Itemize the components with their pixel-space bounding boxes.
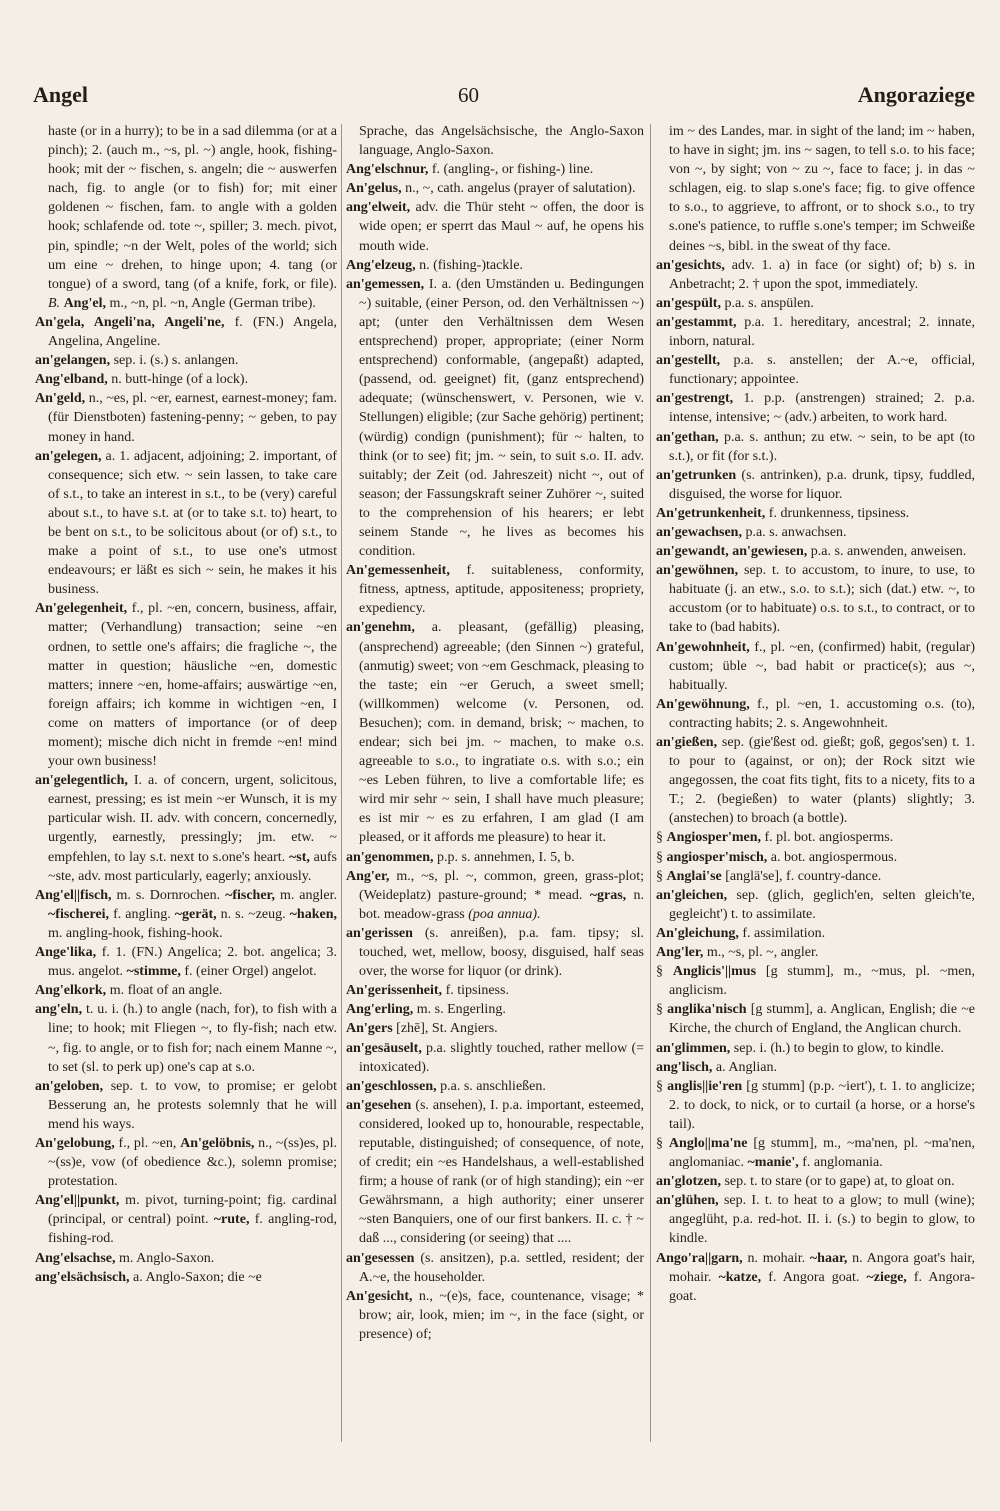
headword: Ang'el||fisch,	[35, 887, 112, 903]
dictionary-entry	[346, 561, 644, 618]
entry-text: sep. (glich, geglich'en, selten gleich'te, gegleicht') t. to assimilate.	[669, 887, 975, 922]
entry-text: sep. t. to stare (or to gape) at, to gloat on.	[720, 1174, 955, 1190]
headword: An'gela, Angeli'na, Angeli'ne,	[35, 314, 225, 330]
dictionary-entry	[656, 943, 975, 962]
headword: an'gleichen,	[656, 887, 728, 903]
headword: Ang'el,	[63, 295, 106, 311]
column-1	[35, 122, 337, 1287]
dictionary-entry	[656, 1077, 975, 1134]
entry-text: m. s. Dornrochen.	[111, 887, 226, 903]
headword: an'gelegen,	[35, 448, 102, 464]
headword: An'gleichung,	[656, 925, 739, 941]
dictionary-entry	[656, 1039, 975, 1058]
entry-text: I. a. (den Umständen u. Bedingungen ~) suitable, (einer Person, od. den Verhältnissen ~) apt; (unter den Verhältnissen dem Wesen entsprechend) proper, appropriate; (einer Norm entsprechend) conformable, (angepaßt) adapted, (passend, od. geeignet) fit, (ganz entsprechend) adequate; (wünschenswert, v. Personen, wie v. Stellungen) eligible; (zur Sache gehörig) pertinent; (würdig) condign (punishment); für ~ halten, to think (or to see) fit; jm. ~ sein, to suit s.o. II. adv. suitably; der Zeit (od. Jahreszeit) nicht ~, out of season; der Fassungskraft seiner Zuhörer ~, suited to the comprehension of his hearers; er lebt seinem Stande ~, he lives as becomes his condition.	[359, 276, 644, 560]
headword: ~manie',	[747, 1155, 799, 1171]
continued-entry	[35, 122, 337, 313]
dictionary-entry	[656, 294, 975, 313]
entry-text: n. mohair.	[742, 1250, 810, 1266]
entry-text: §	[656, 1002, 668, 1018]
headword: An'gerissenheit,	[346, 983, 443, 999]
dictionary-entry	[656, 733, 975, 828]
entry-text: a. pleasant, (gefällig) pleasing, (ansprechend) agreeable; (den Sinnen ~) grateful, (anmutig) sweet; von ~em Geschmack, pleasing to the taste; ein ~er Geruch, a sweet smell; (willkommen) welcome (v. Personen, od. Besuchen); com. in demand, brisk; ~ machen, to endear; sich bei jm. ~ machen, to make o.s. agreeable to s.o., to ingratiate o.s. with s.o.; ein ~es Leben führen, to live a comfortable life; es wird mir sehr ~ sein, I shall have much pleasure; es ist mir ~ es zu erfahren, I am glad (I am pleased, or it affords me pleasure) to hear it.	[359, 620, 644, 846]
entry-text: adv. die Thür steht ~ offen, the door is wide open; er sperrt das Maul ~ auf, he opens his mouth wide.	[359, 200, 644, 254]
headword: ~katze,	[718, 1269, 762, 1285]
entry-text: (s. antrinken), p.a. drunk, tipsy, fuddled, disguised, the worse for liquor.	[669, 467, 975, 502]
headword: Ang'elsachse,	[35, 1250, 116, 1266]
entry-text: p.a. s. anschließen.	[436, 1078, 546, 1094]
headword: An'gemessenheit,	[346, 563, 450, 579]
entry-text: f. assimilation.	[738, 925, 826, 941]
headword: ~haar,	[809, 1250, 848, 1266]
headword: Anglicis'||mus	[672, 964, 757, 980]
dictionary-entry	[346, 1019, 644, 1038]
dictionary-entry	[346, 179, 644, 198]
headword: an'gestrengt,	[656, 391, 734, 407]
headword: An'getrunkenheit,	[656, 505, 766, 521]
headword: an'gelangen,	[35, 353, 111, 369]
entry-text: f. angling-rod, fishing-rod.	[48, 1212, 338, 1247]
dictionary-entry	[35, 447, 337, 600]
headword: Ang'er,	[346, 868, 390, 884]
italic-text: B.	[48, 295, 61, 311]
entry-text: sep. t. to vow, to promise; er gelobt Besserung an, he protests solemnly that he will mend his ways.	[48, 1078, 337, 1132]
dictionary-entry	[35, 981, 337, 1000]
headword: Ango'ra||garn,	[656, 1250, 743, 1266]
headword: Ang'el||punkt,	[35, 1193, 120, 1209]
entry-text: sep. t. to accustom, to inure, to use, to habituate (j. an etw., s.o. to s.t.); sich (dat.) etw. ~, to accustom (or to habituate) o.s. to s.t., to contract, or to take to (bad habits).	[669, 563, 975, 636]
column-3	[656, 122, 975, 1306]
headword: Ang'erling,	[346, 1002, 414, 1018]
headword: ~fischerei,	[48, 906, 110, 922]
entry-text: m. angler.	[275, 887, 337, 903]
entry-text: [zhē], St. Angiers.	[392, 1021, 498, 1037]
entry-text: f. drunkenness, tipsiness.	[765, 505, 910, 521]
dictionary-entry	[656, 1134, 975, 1172]
headword: an'gerissen	[346, 925, 413, 941]
entry-text: n. (fishing-)tackle.	[415, 257, 523, 273]
headword: Ange'lika,	[35, 945, 97, 961]
headword: an'gewöhnen,	[656, 563, 739, 579]
headword: an'gesichts,	[656, 257, 725, 273]
headword: ang'elsächsisch,	[35, 1269, 130, 1285]
dictionary-entry	[35, 1077, 337, 1134]
headword: An'geld,	[35, 391, 86, 407]
entry-text: n. s. ~zeug.	[216, 906, 290, 922]
dictionary-entry	[656, 389, 975, 427]
dictionary-entry	[346, 1000, 644, 1019]
dictionary-entry	[656, 1191, 975, 1248]
dictionary-entry	[35, 1268, 337, 1287]
dictionary-entry	[656, 695, 975, 733]
entry-text: §	[656, 830, 667, 846]
entry-text: §	[656, 964, 673, 980]
entry-text: a. Anglian.	[712, 1059, 777, 1075]
dictionary-entry	[656, 848, 975, 867]
headword: anglis||ie'ren	[667, 1078, 743, 1094]
dictionary-entry	[656, 351, 975, 389]
left-guide-word: Angel	[33, 82, 88, 107]
column-divider	[341, 124, 342, 1442]
headword: An'gelegenheit,	[35, 601, 128, 617]
headword: an'genommen,	[346, 849, 434, 865]
entry-text: f. pl. bot. angiosperms.	[761, 830, 894, 846]
entry-text: p.p. s. annehmen, I. 5, b.	[433, 849, 575, 865]
headword: anglika'nisch	[667, 1002, 747, 1018]
headword: An'gers	[346, 1021, 393, 1037]
right-guide-word: Angoraziege	[857, 82, 975, 107]
entry-text: f. suitableness, conformity, fitness, aptness, aptitude, appositeness; propriety, expediency.	[359, 563, 644, 617]
entry-text: p.a. s. anspülen.	[720, 295, 814, 311]
headword: ~fischer,	[225, 887, 275, 903]
headword: an'gewandt, an'gewiesen,	[656, 544, 808, 560]
entry-text: m. Anglo-Saxon.	[115, 1250, 215, 1266]
headword: ~gras,	[589, 887, 627, 903]
entry-text: 1. p.p. (anstrengen) strained; 2. p.a. intense, intensive; ~ (adv.) arbeiten, to work hard.	[669, 391, 975, 426]
entry-text: m. angling-hook, fishing-hook.	[48, 925, 223, 941]
entry-text: m., ~n, pl. ~n, Angle (German tribe).	[105, 295, 316, 311]
headword: an'gelegentlich,	[35, 773, 128, 789]
dictionary-entry	[656, 1172, 975, 1191]
entry-text: f. Angora-goat.	[669, 1269, 975, 1304]
continued-entry	[346, 122, 644, 160]
headword: ~ziege,	[866, 1269, 907, 1285]
headword: Angiosper'men,	[666, 830, 761, 846]
entry-text: f. (angling-, or fishing-) line.	[428, 162, 594, 178]
headword: an'geschlossen,	[346, 1078, 437, 1094]
headword: an'gemessen,	[346, 276, 425, 292]
entry-text: t. u. i. (h.) to angle (nach, for), to fish with a line; to hook; mit Fliegen ~, to fly-fish; nach etw. ~, fig. to angle, or to fish for; nach einem Manne ~, to set (sl. to perk up) one's cap at s.o.	[48, 1002, 337, 1075]
entry-text: m. float of an angle.	[106, 983, 223, 999]
headword: an'gestammt,	[656, 314, 737, 330]
headword: An'gewohnheit,	[656, 639, 750, 655]
entry-text: m., ~s, pl. ~, angler.	[703, 945, 819, 961]
dictionary-entry	[35, 771, 337, 886]
dictionary-entry	[346, 1039, 644, 1077]
headword: an'gießen,	[656, 735, 718, 750]
dictionary-entry	[656, 1249, 975, 1306]
entry-text: haste (or in a hurry); to be in a sad dilemma (or at a pinch); 2. (auch m., ~s, pl. ~) angle, hook, fishing-hook; mit der ~ fischen, s. angeln; die ~ auswerfen nach, fig. to angle (or to fish) for; mit einer goldenen ~ fischen, fam. to angle with a golden hook; schlafende od. tote ~, spiller; 3. mech. pivot, pin, spindle; ~n der Welt, poles of the world; sich um eine ~ drehen, to hinge upon; 4. tang (or tongue) of a sword, tang (of a knife, fork, or file).	[48, 124, 337, 292]
dictionary-entry	[35, 943, 337, 981]
entry-text: [g stumm], m., ~mus, pl. ~men, anglicism.	[669, 964, 976, 999]
entry-text: I. a. of concern, urgent, solicitous, earnest, pressing; es ist mein ~er Wunsch, it is my particular wish. II. adv. with concern, concernedly, urgently, earnestly, pressingly; jm. etw. ~ empfehlen, to lay s.t. next to s.one's heart.	[48, 773, 337, 865]
headword: Anglai'se	[666, 868, 722, 884]
headword: an'gethan,	[656, 429, 719, 445]
entry-text: n., ~, cath. angelus (prayer of salutation).	[401, 181, 636, 197]
dictionary-entry	[35, 1134, 337, 1191]
entry-text: [anglä'se], f. country-dance.	[721, 868, 882, 884]
dictionary-entry	[346, 867, 644, 924]
dictionary-entry	[35, 389, 337, 446]
entry-text: aufs ~ste, adv. most particularly, eagerly; anxiously.	[48, 849, 337, 884]
headword: ang'eln,	[35, 1002, 83, 1018]
dictionary-entry	[656, 962, 975, 1000]
dictionary-entry	[346, 1249, 644, 1287]
dictionary-entry	[35, 370, 337, 389]
dictionary-entry	[656, 542, 975, 561]
entry-text: (s. anreißen), p.a. fam. tipsy; sl. touched, wet, mellow, boosy, disguised, half seas over, the worse for liquor (or drink).	[359, 925, 644, 980]
headword: ~stimme,	[126, 964, 181, 980]
dictionary-entry	[35, 886, 337, 943]
dictionary-entry	[35, 599, 337, 771]
headword: an'genehm,	[346, 620, 415, 636]
entry-text: m. s. Engerling.	[413, 1002, 506, 1018]
dictionary-entry	[35, 1249, 337, 1268]
entry-text: f. 1. (FN.) Angelica; 2. bot. angelica; 3. mus. angelot.	[48, 945, 337, 980]
continued-entry	[656, 122, 975, 256]
entry-text: sep. i. (h.) to begin to glow, to kindle.	[730, 1040, 945, 1056]
entry-text: [g stumm], a. Anglican, English; die ~e Kirche, the church of England, the Anglican church.	[669, 1002, 975, 1037]
dictionary-entry	[656, 256, 975, 294]
headword: an'getrunken	[656, 467, 737, 483]
entry-text: a. 1. adjacent, adjoining; 2. important, of consequence; sich etw. ~ sein lassen, to take care of s.t., to take an interest in s.t., to be (very) careful about s.t., to have s.t. at (or to take s.t. to) heart, to be bent on s.t., to be solicitous about (or of) s.t., to make a point of s.t., to use one's utmost endeavours; er läßt es sich ~ sein, he makes it his business.	[48, 448, 337, 598]
dictionary-entry	[656, 428, 975, 466]
headword: Ang'ler,	[656, 945, 704, 961]
headword: an'gesehen	[346, 1097, 412, 1113]
entry-text: p.a. s. anwachsen.	[741, 524, 847, 540]
entry-text: f. tipsiness.	[442, 983, 509, 999]
entry-text: (s. ansehen), I. p.a. important, esteemed, considered, looked up to, honourable, respectable, reputable, distinguished; of consequence, of note, of credit; ein ~es Handelshaus, a well-established firm; a house of rank (or of high standing); ein ~er Gewährsmann, a high authority; einer unserer ~sten Banquiers, one of our first bankers. II. c. † ~ daß ..., considering (or seeing) that ....	[359, 1097, 644, 1247]
headword: an'geloben,	[35, 1078, 104, 1094]
dictionary-entry	[656, 466, 975, 504]
entry-text: [g stumm] (p.p. ~iert'), t. 1. to anglicize; 2. to dock, to nick, or to curtail (a horse, or a horse's tail).	[669, 1078, 975, 1132]
dictionary-entry	[346, 924, 644, 981]
headword: ~gerät,	[174, 906, 217, 922]
entry-text: f. angling.	[109, 906, 175, 922]
headword: Ang'elschnur,	[346, 162, 429, 178]
dictionary-entry	[35, 313, 337, 351]
headword: ~st,	[288, 849, 310, 865]
dictionary-entry	[656, 561, 975, 637]
headword: Ang'elband,	[35, 372, 108, 388]
column-divider	[650, 124, 651, 1442]
entry-text: p.a. s. anstellen; der A.~e, official, functionary; appointee.	[669, 353, 975, 388]
dictionary-entry	[346, 256, 644, 275]
dictionary-entry	[346, 1077, 644, 1096]
dictionary-entry	[656, 313, 975, 351]
dictionary-entry	[35, 1191, 337, 1248]
entry-text: §	[656, 1078, 668, 1094]
entry-text: sep. i. (s.) s. anlangen.	[110, 353, 239, 369]
entry-text: p.a. slightly touched, rather mellow (= intoxicated).	[359, 1040, 644, 1075]
entry-text: p.a. s. anwenden, anweisen.	[807, 544, 967, 560]
entry-text: f., pl. ~en, (confirmed) habit, (regular) custom; üble ~, bad habit or practice(s); aus ~, habitually.	[669, 639, 975, 693]
entry-text: f. anglomania.	[798, 1155, 883, 1171]
dictionary-entry	[656, 1058, 975, 1077]
entry-text: sep. I. t. to heat to a glow; to mull (wine); angeglüht, p.a. red-hot. II. i. (s.) to begin to glow, to kindle.	[669, 1193, 975, 1247]
dictionary-entry	[346, 1287, 644, 1344]
headword: an'gewachsen,	[656, 524, 742, 540]
dictionary-entry	[656, 886, 975, 924]
headword: ang'elweit,	[346, 200, 411, 216]
entry-text: n. butt-hinge (of a lock).	[107, 372, 249, 388]
entry-text: Sprache, das Angelsächsische, the Anglo-Saxon language, Anglo-Saxon.	[359, 124, 644, 159]
headword: Anglo||ma'ne	[668, 1135, 748, 1151]
dictionary-entry	[346, 1096, 644, 1249]
page-number: 60	[458, 83, 479, 107]
entry-text: §	[656, 849, 667, 865]
dictionary-entry	[346, 275, 644, 561]
headword: An'gelöbnis,	[180, 1135, 255, 1151]
headword: ~rute,	[213, 1212, 250, 1228]
dictionary-entry	[346, 848, 644, 867]
dictionary-entry	[656, 638, 975, 695]
dictionary-entry	[346, 160, 644, 179]
entry-text: sep. (gie'ßest od. gießt; goß, gegos'sen) t. 1. to pour to (against, or on); der Rock sitzt wie angegossen, the coat fits tight, fits to a nicety, fits to a T.; 2. (begießen) to water (plants) slightly; 3. (anstechen) to broach (a bottle).	[669, 735, 975, 827]
headword: an'gestellt,	[656, 353, 721, 369]
headword: angiosper'misch,	[666, 849, 768, 865]
headword: An'gesicht,	[346, 1288, 413, 1304]
headword: An'gelus,	[346, 181, 402, 197]
headword: ~haken,	[289, 906, 338, 922]
dictionary-entry	[346, 618, 644, 847]
entry-text: p.a. s. anthun; zu etw. ~ sein, to be apt (to s.t.), or fit (for s.t.).	[669, 429, 975, 464]
entry-text: im ~ des Landes, mar. in sight of the land; im ~ haben, to have in sight; jm. ins ~ sagen, to tell s.o. to his face; von ~, by sight; von ~ zu ~, face to face; j. in das ~ schlagen, eig. to slap s.one's face; fig. to give offence to s.o., to aggrieve, to affront, or to shock s.o., to try s.one's patience, to ruffle s.one's temper; im Schweiße deines ~s, bibl. in the sweat of thy face.	[669, 124, 975, 254]
entry-text: n. bot. meadow-grass	[359, 887, 644, 922]
entry-text: a. bot. angiospermous.	[767, 849, 898, 865]
entry-text: §	[656, 868, 667, 884]
entry-text: f., pl. ~en, concern, business, affair, matter; (Verhandlung) transaction; seine ~en ordnen, to settle one's affairs; die fragliche ~, the matter in question; häusliche ~en, domestic matters; innere ~en, home-affairs; auswärtige ~en, foreign affairs; ich komme in wichtigen ~en, I come on matters of importance (or of deep moment); mische dich nicht in fremde ~en! mind your own business!	[48, 601, 337, 770]
entry-text: f., pl. ~en,	[114, 1135, 181, 1151]
dictionary-entry	[346, 981, 644, 1000]
dictionary-entry	[656, 523, 975, 542]
entry-text: f. Angora goat.	[761, 1269, 867, 1285]
entry-text: adv. 1. a) in face (or sight) of; b) s. in Anbetracht; 2. † upon the spot, immediately.	[669, 257, 975, 292]
entry-text: m., ~s, pl. ~, common, green, grass-plot; (Weideplatz) pasture-ground; * mead.	[359, 868, 644, 903]
dictionary-entry	[656, 504, 975, 523]
headword: an'gespült,	[656, 295, 721, 311]
dictionary-entry	[346, 198, 644, 255]
entry-text: n., ~es, pl. ~er, earnest, earnest-money; fam. (für Dienstboten) fastening-penny; ~ geben, to pay money in hand.	[48, 391, 337, 445]
entry-text: f. (einer Orgel) angelot.	[180, 964, 317, 980]
entry-text: f., pl. ~en, 1. accustoming o.s. (to), contracting habits; 2. s. Angewohnheit.	[669, 696, 975, 731]
headword: an'glimmen,	[656, 1040, 731, 1056]
headword: an'glotzen,	[656, 1174, 721, 1190]
dictionary-entry	[656, 867, 975, 886]
entry-text: p.a. 1. hereditary, ancestral; 2. innate, inborn, natural.	[669, 314, 975, 350]
headword: Ang'elkork,	[35, 983, 107, 999]
headword: ang'lisch,	[656, 1059, 713, 1075]
italic-text: (poa annua).	[468, 906, 541, 922]
dictionary-entry	[35, 351, 337, 370]
entry-text: n. Angora goat's hair, mohair.	[669, 1250, 975, 1285]
entry-text: n., ~(e)s, face, countenance, visage; * brow; air, look, mien; im ~, in the face (sight, or presence) of;	[359, 1288, 644, 1342]
dictionary-entry	[656, 1000, 975, 1038]
column-2	[346, 122, 644, 1344]
headword: an'gesessen	[346, 1250, 415, 1266]
entry-text: m. pivot, turning-point; fig. cardinal (principal, or central) point.	[48, 1193, 337, 1228]
dictionary-entry	[656, 828, 975, 847]
entry-text: n., ~(ss)es, pl. ~(ss)e, vow (of obedience &c.), solemn promise; protestation.	[48, 1135, 337, 1190]
headword: an'glühen,	[656, 1193, 719, 1209]
entry-text: §	[656, 1135, 669, 1151]
headword: An'gewöhnung,	[656, 696, 750, 712]
entry-text: a. Anglo-Saxon; die ~e	[129, 1269, 262, 1285]
headword: Ang'elzeug,	[346, 257, 416, 273]
dictionary-entry	[35, 1000, 337, 1076]
entry-text: f. (FN.) Angela, Angelina, Angeline.	[48, 314, 337, 350]
dictionary-entry	[656, 924, 975, 943]
headword: an'gesäuselt,	[346, 1040, 422, 1056]
headword: An'gelobung,	[35, 1135, 115, 1151]
entry-text: [g stumm], m., ~ma'nen, pl. ~ma'nen, anglomaniac.	[669, 1135, 975, 1171]
entry-text: (s. ansitzen), p.a. settled, resident; der A.~e, the householder.	[359, 1250, 644, 1285]
